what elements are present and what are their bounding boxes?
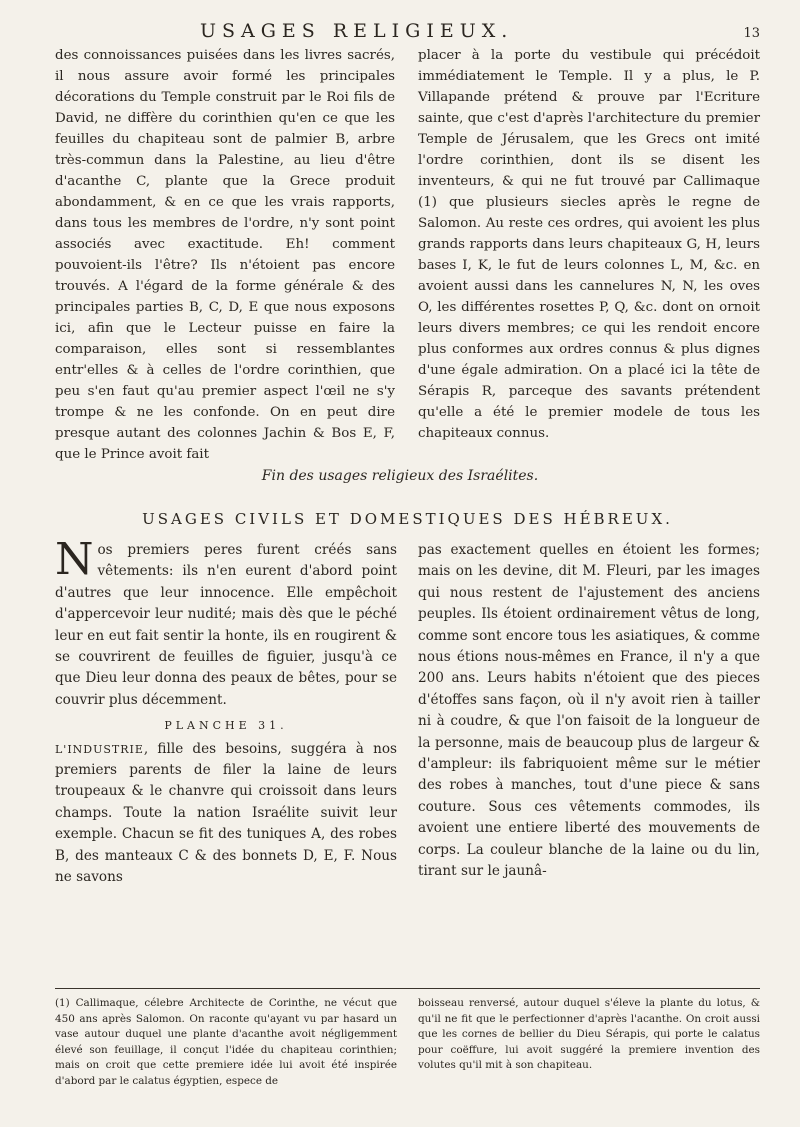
section-heading: USAGES CIVILS ET DOMESTIQUES DES HÉBREUX. xyxy=(142,510,673,528)
bottom-left-paragraph-2: , fille des besoins, suggéra à nos premiers parents de filer la laine de leurs troupeaux & le chanvre qui croissoit dans leurs champs. Toute la nation Israélite suivit leur exemple. Chacun se fit des tuniques A, des robes B, des manteaux C & des bonnets D, E, F. Nous ne savons xyxy=(55,740,397,886)
footnote-left xyxy=(55,996,397,1089)
bottom-right-column xyxy=(418,540,760,970)
top-right-text: placer à la porte du vestibule qui précédoit immédiatement le Temple. Il y a plus, le P. Villapande prétend & prouve par l'Ecriture sainte, que c'est d'après l'architecture du premier Temple de Jérusalem, que les Grecs ont imité l'ordre corinthien, dont ils se disent les inventeurs, & qui ne fut trouvé par Callimaque (1) que plusieurs siecles après le regne de Salomon. Au reste ces ordres, qui avoient les plus grands rapports dans leurs chapiteaux G, H, leurs bases I, K, le fut de leurs colonnes L, M, &c. en avoient aussi dans les cannelures N, N, les oves O, les différentes rosettes P, Q, &c. dont on ornoit leurs divers membres; ce qui les rendoit encore plus conformes aux ordres connus & plus dignes d'une égale admiration. On a placé ici la tête de Sérapis R, parceque des savants prétendent qu'elle a été le premier modele de tous les chapiteaux connus. xyxy=(418,48,760,441)
bottom-right-text: pas exactement quelles en étoient les formes; mais on les devine, dit M. Fleuri, par les images qui nous restent de l'ajustement des anciens peuples. Ils étoient ordinairement vêtus de long, comme sont encore tous les asiatiques, & comme nous étions nous-mêmes en France, il n'y a que 200 ans. Leurs habits n'étoient que des pieces d'étoffes sans façon, où il n'y avoit rien à tailler ni à coudre, & que l'on faisoit de la longueur de la personne, mais de beaucoup plus de largeur & d'ampleur: ils fabriquoient même sur le métier des robes à manches, tout d'une piece & sans couture. Sous ces vêtements commodes, ils avoient une entiere liberté des mouvements de corps. La couleur blanche de la laine ou du lin, tirant sur le jaunâ- xyxy=(418,542,760,880)
footnote-right-text: boisseau renversé, autour duquel s'éleve la plante du lotus, & qu'il ne fit que le perfectionner d'après l'acanthe. On croit aussi que les cornes de bellier du Dieu Sérapis, qui porte le calatus pour coëffure, lui avoit suggéré la premiere invention des volutes qu'il mit à son chapiteau. xyxy=(418,997,760,1071)
top-right-column xyxy=(418,45,760,495)
running-head xyxy=(200,20,760,42)
bottom-left-paragraph-1: os premiers peres furent créés sans vêtements: ils n'en eurent d'abord point d'autres que leur innocence. Elle empêchoit d'appercevoir leur nudité; mais dès que le péché leur en eut fait sentir la honte, ils en rougirent & se couvrirent de feuilles de figuier, jusqu'à ce que Dieu leur donna des peaux de bêtes, pour se couvrir plus décemment. xyxy=(55,542,397,708)
page-number: 13 xyxy=(743,26,760,41)
footnote-rule xyxy=(55,988,760,989)
footnote-left-text: (1) Callimaque, célebre Architecte de Corinthe, ne vécut que 450 ans après Salomon. On raconte qu'ayant vu par hasard un vase autour duquel une plante d'acanthe avoit négligemment élevé son feuillage, il conçut l'idée du chapiteau corinthien; mais on croit que cette premiere idée lui avoit été inspirée d'abord par le calatus égyptien, espece de xyxy=(55,997,397,1087)
section-end-note: Fin des usages religieux des Israélites. xyxy=(261,468,539,484)
top-left-column xyxy=(55,45,395,495)
bottom-left-column xyxy=(55,534,397,970)
running-title: USAGES RELIGIEUX. xyxy=(200,20,514,42)
plate-label: PLANCHE 31. xyxy=(164,719,288,733)
footnote-right xyxy=(418,996,760,1074)
drop-cap: N xyxy=(55,534,94,585)
top-left-text: des connoissances puisées dans les livres sacrés, il nous assure avoir formé les principales décorations du Temple construit par le Roi fils de David, ne diffère du corinthien qu'en ce que les feuilles du chapiteau sont de palmier B, arbre très-commun dans la Palestine, au lieu d'être d'acanthe C, plante que la Grece produit abondamment, & en ce que les vrais rapports, dans tous les membres de l'ordre, n'y sont point associés avec exactitude. Eh! comment pouvoient-ils l'être? Ils n'étoient pas encore trouvés. A l'égard de la forme générale & des principales parties B, C, D, E que nous exposons ici, afin que le Lecteur puisse en faire la comparaison, elles sont si ressemblantes entr'elles & à celles de l'ordre corinthien, que peu s'en faut qu'au premier aspect l'œil ne s'y trompe & ne les confonde. On en peut dire presque autant des colonnes Jachin & Bos E, F, que le Prince avoit fait xyxy=(55,48,395,462)
industrie-word: L'INDUSTRIE xyxy=(55,742,144,756)
